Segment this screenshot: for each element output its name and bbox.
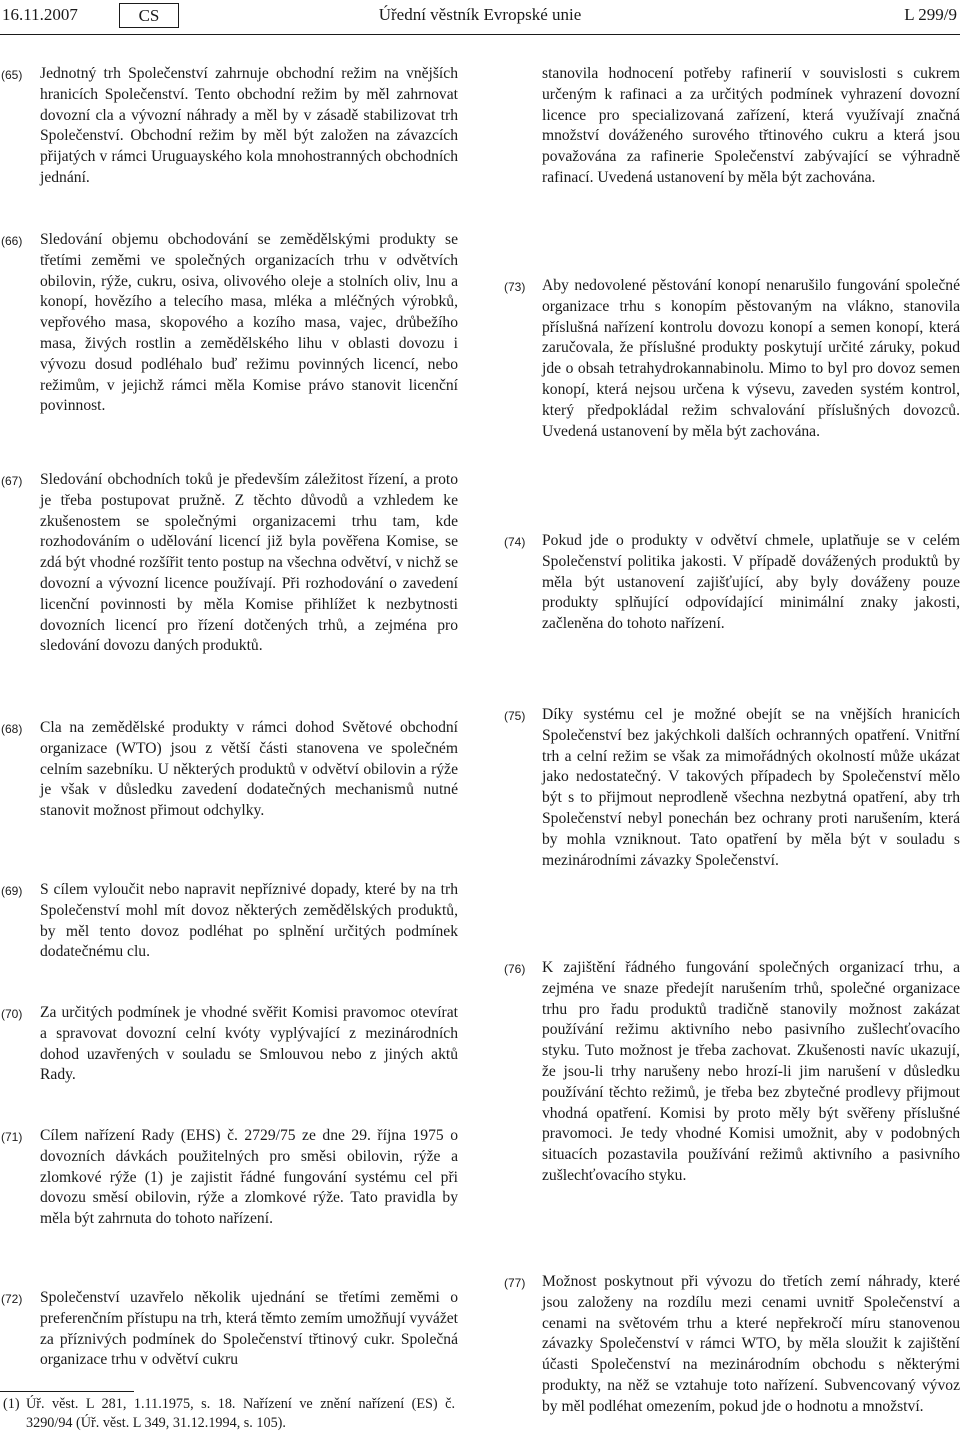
recital-76 (503, 958, 960, 1187)
recital-65 (0, 64, 458, 189)
language-box: CS (119, 3, 179, 28)
recital-72-continued (503, 64, 960, 189)
recital-71 (0, 1126, 458, 1230)
recital-number: (65) (1, 68, 23, 82)
recital-text: Pokud jde o produkty v odvětví chmele, uplatňuje se v celém Společenství politika jakosti. V případě dovážených produktů by měla být ustanovení zajišťující, aby byly dováženy pouze produkty splňující odpovídající minimální znaky jakosti, začleněna do tohoto nařízení. (542, 532, 960, 633)
recital-text: Sledování objemu obchodování se zemědělskými produkty se třetími zeměmi ve společných organizacích trhu v odvětvích obilovin, rýže, cukru, osiva, olivového oleje a stolních oliv, lnu a konopí, hovězího a telecího masa, mléka a mléčných výrobků, vepřového masa, skopového a kozího masa, vajec, drůbežího masa, živých rostlin a zemědělského lihu v oblasti dovozu i vývozu dosud podléhalo buď režimu povinných licencí, nebo režimům, v jejichž rámci měla Komise právo stanovit licenční povinnost. (40, 231, 458, 415)
recital-74 (503, 531, 960, 635)
recital-number: (76) (504, 962, 526, 976)
recital-text: Cílem nařízení Rady (EHS) č. 2729/75 ze dne 29. října 1975 o dovozních dávkách použitelných pro směsi obilovin, rýže a zlomkové rýže (1) je zajistit řádné fungování systému cel při dovozu směsí obilovin, rýže a zlomkové rýže. Tato pravidla by měla být zahrnuta do tohoto nařízení. (40, 1127, 458, 1228)
recital-number: (66) (1, 234, 23, 248)
recital-73 (503, 276, 960, 442)
recital-text: Sledování obchodních toků je především záležitost řízení, a proto je třeba postupovat pružně. Z těchto důvodů a vzhledem ke zkušenostem se společnými organizacemi trhu tam, kde rozhodováním o udělování licencí již byla pověřena Komise, se zdá být vhodné rozšířit tento postup na všechna odvětví, v nichž se dovozní a vývozní licence používají. Při rozhodování o zavedení licenční povinnosti by měla Komise přihlížet k nezbytnosti dovozních licencí pro řízení dotčených trhů, a zejména pro sledování dovozu daných produktů. (40, 471, 458, 655)
recital-number: (68) (1, 722, 23, 736)
recital-text: stanovila hodnocení potřeby rafinerií v souvislosti s cukrem určeným k rafinaci a za určitých podmínek vyhrazení dovozní licence pro specializovaná zařízení, která využívají značná množství dováženého surového třtinového cukru a která jsou považována za rafinerie Společenství zabývající se výhradně rafinací. Uvedená ustanovení by měla být zachována. (542, 65, 960, 186)
recital-66 (0, 230, 458, 417)
recital-number: (70) (1, 1007, 23, 1021)
recital-67 (0, 470, 458, 657)
recital-72 (0, 1288, 458, 1371)
recital-text: Za určitých podmínek je vhodné svěřit Komisi pravomoc otevírat a spravovat dovozní celní kvóty vyplývající z mezinárodních dohod uzavřených v souladu se Smlouvou nebo z jiných aktů Rady. (40, 1004, 458, 1084)
recital-text: Jednotný trh Společenství zahrnuje obchodní režim na vnějších hranicích Společenství. Tento obchodní režim by měl zahrnovat dovozní cla a vývozní náhrady a měl by v zásadě stabilizovat trh Společenství. Obchodní režim by měl být založen na závazcích přijatých v rámci Uruguayského kola mnohostranných obchodních jednání. (40, 65, 458, 186)
recital-69 (0, 880, 458, 963)
recital-number: (75) (504, 709, 526, 723)
recital-number: (73) (504, 280, 526, 294)
journal-title: Úřední věstník Evropské unie (378, 5, 582, 24)
footnote (0, 1395, 455, 1433)
recital-text: Cla na zemědělské produkty v rámci dohod Světové obchodní organizace (WTO) jsou z větší části stanovena ve společném celním sazebníku. U některých produktů v odvětví obilovin a rýže je však v důsledku zavedení dodatečných mechanismů nutné stanovit možnost přimout odchylky. (40, 719, 458, 820)
recital-68 (0, 718, 458, 822)
recital-text: Možnost poskytnout při vývozu do třetích zemí náhrady, které jsou založeny na rozdílu mezi cenami uvnitř Společenství a cenami na světovém trhu a které nepřekročí míru stanovenou závazky Společenství v rámci WTO, by měla sloužit k zajištění účasti Společenství na mezinárodním obchodu s některými produkty, na něž se vztahuje toto nařízení. Subvencovaný vývoz by měl podléhat omezením, pokud jde o hodnotu a množství. (542, 1273, 960, 1415)
footnote-number: (1) (3, 1396, 20, 1412)
footnote-text: Úř. věst. L 281, 1.11.1975, s. 18. Nařízení ve znění nařízení (ES) č. 3290/94 (Úř. věst. L 349, 31.12.1994, s. 105). (26, 1396, 455, 1431)
recital-text: Díky systému cel je možné obejít se na vnějších hranicích Společenství bez jakýchkoli dalších ochranných opatření. Vnitřní trh a celní režim se však za mimořádných okolností může ukázat jako nedostatečný. V takových případech by Společenství mělo být s to přijmout neprodleně všechna nezbytná opatření, aby trh Společenství nebyl ponechán bez ochrany proti narušením, která by mohla vzniknout. Tato opatření by měla být v souladu s mezinárodními závazky Společenství. (542, 706, 960, 869)
recital-text: Aby nedovolené pěstování konopí nenarušilo fungování společné organizace trhu s konopím pěstovaným na vlákno, stanovila příslušná nařízení kontrolu dovozu konopí a semen konopí, která zaručovala, že příslušné produkty poskytují určité záruky, pokud jde o obsah tetrahydrokannabinolu. Mimo to byl pro dovoz semen konopí, která nejsou určena k výsevu, zaveden systém kontrol, který předpokládal režim schvalování příslušných dovozců. Uvedená ustanovení by měla být zachována. (542, 277, 960, 440)
recital-number: (69) (1, 884, 23, 898)
recital-77 (503, 1272, 960, 1418)
recital-number: (72) (1, 1292, 23, 1306)
recital-text: Společenství uzavřelo několik ujednání se třetími zeměmi o preferenčním přístupu na trh, která těmto zemím umožňují vyvážet za příznivých podmínek do Společenství třtinový cukr. Společná organizace trhu v odvětví cukru (40, 1289, 458, 1369)
recital-75 (503, 705, 960, 871)
recital-number: (67) (1, 474, 23, 488)
recital-text: K zajištění řádného fungování společných organizací trhu, a zejména ve snaze předejít narušením trhů, společné organizace trhu pro řadu produktů tradičně stanovily možnost zakázat používání režimu aktivního nebo pasivního zušlechťovacího styku. Tuto možnost je třeba zachovat. Zkušenosti navíc ukazují, že jsou-li trhy narušeny nebo hrozí-li jim narušení v důsledku používání těchto režimů, je třeba bez zbytečné prodlevy přijmout vhodná opatření. Komisi by proto měly být svěřeny příslušné pravomoci. Je tedy vhodné Komisi umožnit, aby v podobných situacích pozastavila používání režimů aktivního a pasivního zušlechťovacího styku. (542, 959, 960, 1184)
recital-text: S cílem vyloučit nebo napravit nepříznivé dopady, které by na trh Společenství mohl mít dovoz některých zemědělských produktů, by měl tento dovoz podléhat po splnění určitých podmínek dodatečnému clu. (40, 881, 458, 961)
recital-70 (0, 1003, 458, 1086)
page-header (0, 0, 960, 36)
recital-number: (74) (504, 535, 526, 549)
recital-number: (77) (504, 1276, 526, 1290)
header-rule (0, 34, 960, 35)
recital-number: (71) (1, 1130, 23, 1144)
page-reference: L 299/9 (904, 5, 957, 24)
publication-date: 16.11.2007 (2, 5, 78, 24)
footnote-rule (0, 1391, 134, 1392)
